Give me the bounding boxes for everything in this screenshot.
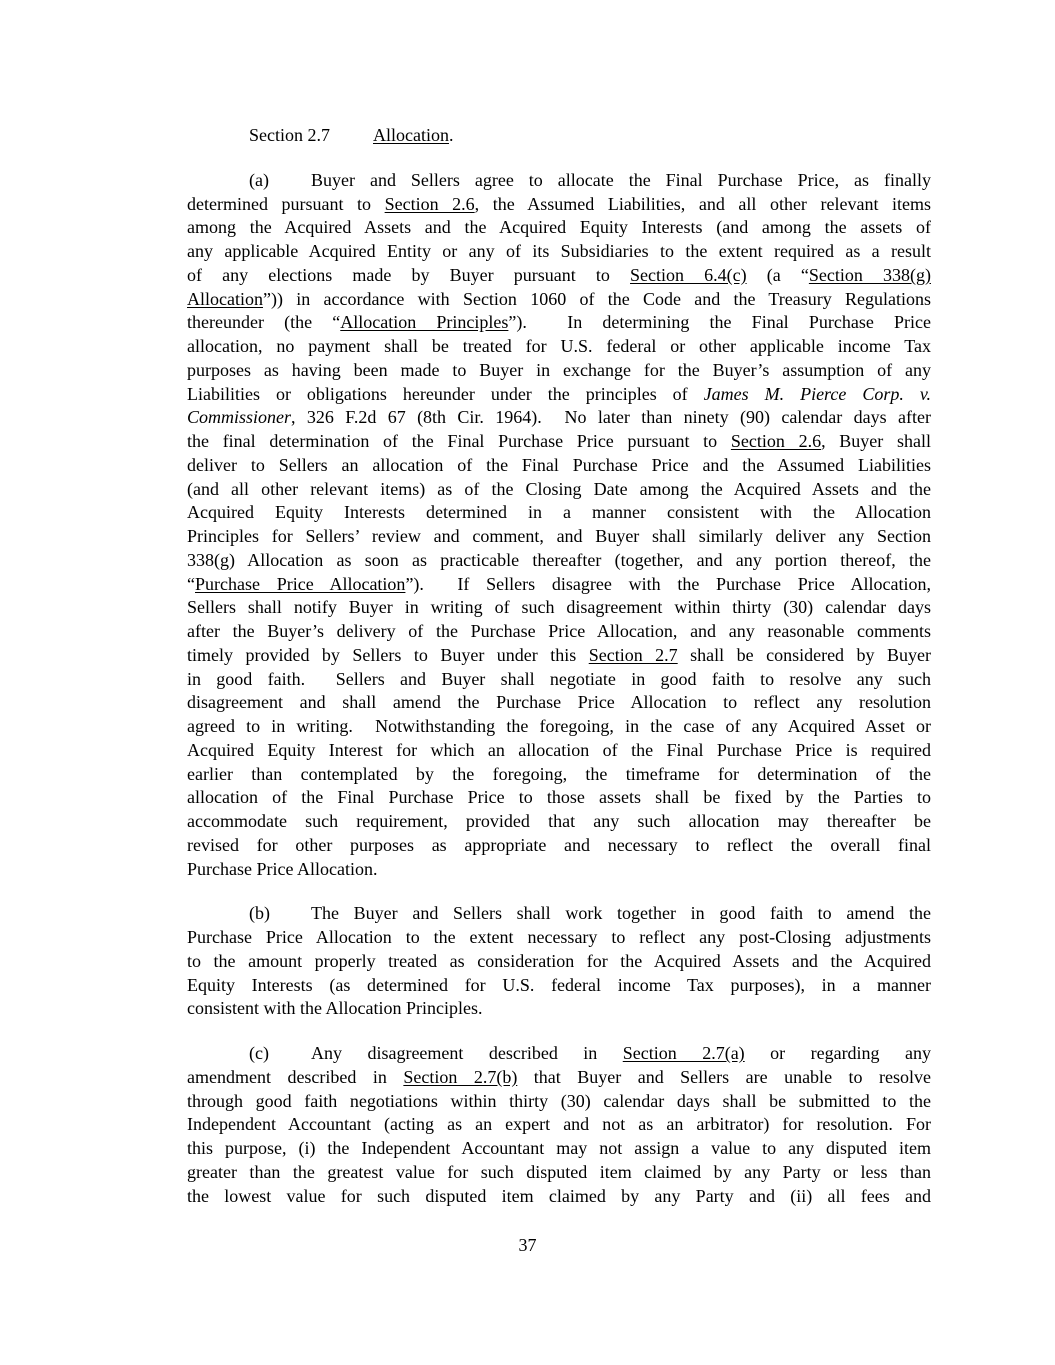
- text-segment: revised for other purposes as appropriate and necessary to reflect the overall final: [187, 834, 931, 855]
- text-line: [187, 288, 931, 312]
- cross-reference: Section 2.7(b): [403, 1066, 518, 1087]
- text-segment: this purpose, (i) the Independent Accountant may not assign a value to any disputed item: [187, 1138, 931, 1158]
- text-line: [187, 1185, 931, 1209]
- text-segment: Buyer and Sellers agree to allocate the Final Purchase Price, as finally: [311, 169, 931, 190]
- text-segment: allocation, no payment shall be treated for U.S. federal or other applicable income Tax: [187, 336, 931, 356]
- text-segment: that Buyer and Sellers are unable to resolve: [517, 1066, 931, 1087]
- text-segment: consistent with the Allocation Principles.: [187, 998, 483, 1019]
- section-body: [187, 169, 931, 1209]
- text-line: [187, 501, 931, 525]
- text-segment: Purchase Price Allocation.: [187, 858, 378, 879]
- text-line: [187, 525, 931, 549]
- text-line: [187, 311, 931, 335]
- cross-reference: Section 2.6: [384, 193, 475, 214]
- text-segment: shall be considered by Buyer: [677, 644, 931, 665]
- text-line: [187, 335, 931, 359]
- section-title-period: .: [448, 125, 454, 145]
- text-line: [187, 997, 931, 1021]
- text-line: [249, 1042, 931, 1066]
- text-line: [187, 668, 931, 692]
- text-segment: “: [187, 573, 195, 594]
- paragraph-label: (c): [249, 1043, 269, 1063]
- text-line: [187, 926, 931, 950]
- text-line: [187, 1090, 931, 1114]
- text-segment: in good faith. Sellers and Buyer shall negotiate in good faith to resolve any such: [187, 668, 931, 689]
- text-line: [187, 644, 931, 668]
- text-line: [187, 240, 931, 264]
- text-segment: of any elections made by Buyer pursuant to: [187, 264, 631, 285]
- text-segment: disagreement and shall amend the Purchase Price Allocation to reflect any resolution: [187, 692, 931, 713]
- cross-reference: Section 2.7(a): [622, 1043, 745, 1063]
- text-line: [187, 383, 931, 407]
- text-line: [187, 1113, 931, 1137]
- text-segment: ”). In determining the Final Purchase Price: [508, 312, 931, 333]
- paragraph-c: [187, 1042, 931, 1208]
- text-segment: Liabilities or obligations hereunder under the principles of: [187, 383, 704, 404]
- text-line: [187, 858, 931, 882]
- section-number: Section 2.7: [249, 125, 330, 145]
- cross-reference: Purchase Price Allocation: [195, 573, 406, 594]
- text-line: [187, 786, 931, 810]
- section-heading: [249, 124, 931, 148]
- text-segment: accommodate such requirement, provided that any such allocation may thereafter be: [187, 811, 931, 831]
- text-segment: allocation of the Final Purchase Price to those assets shall be fixed by the Parties to: [187, 787, 931, 808]
- text-segment: Any disagreement described in: [311, 1043, 623, 1063]
- text-segment: deliver to Sellers an allocation of the Final Purchase Price and the Assumed Liabilities: [187, 454, 931, 475]
- text-segment: Equity Interests (as determined for U.S. federal income Tax purposes), in a manner: [187, 974, 931, 995]
- text-line: [187, 739, 931, 763]
- line-text: [311, 169, 931, 193]
- text-segment: through good faith negotiations within thirty (30) calendar days shall be submitted to the: [187, 1090, 931, 1111]
- text-line: [187, 264, 931, 288]
- text-line: [187, 573, 931, 597]
- text-segment: (and all other relevant items) as of the Closing Date among the Acquired Assets and the: [187, 478, 931, 499]
- text-segment: (a “: [746, 264, 809, 285]
- text-segment: timely provided by Sellers to Buyer under this: [187, 644, 589, 665]
- text-segment: earlier than contemplated by the foregoing, the timeframe for determination of the: [187, 763, 931, 784]
- text-segment: Acquired Equity Interest for which an allocation of the Final Purchase Price is required: [187, 739, 931, 760]
- text-line: [187, 1161, 931, 1185]
- text-line: [187, 216, 931, 240]
- section-title: Allocation: [373, 125, 449, 145]
- text-segment: among the Acquired Assets and the Acquired Equity Interests (and among the assets of: [187, 217, 931, 238]
- text-line: [187, 974, 931, 998]
- cross-reference: Section 2.6: [730, 431, 822, 451]
- text-segment: Acquired Equity Interests determined in a manner consistent with the Allocation: [187, 502, 931, 523]
- text-line: [187, 1137, 931, 1161]
- text-segment: greater than the greatest value for such disputed item claimed by any Party or less than: [187, 1161, 931, 1182]
- italic-text: Commissioner: [187, 407, 292, 428]
- text-line: [187, 834, 931, 858]
- text-segment: Independent Accountant (acting as an expert and not as an arbitrator) for resolution. For: [187, 1114, 931, 1135]
- text-segment: or regarding any: [744, 1043, 932, 1063]
- text-line: [187, 715, 931, 739]
- text-line: [187, 478, 931, 502]
- paragraph-b: [187, 902, 931, 1021]
- text-line: [187, 430, 931, 454]
- line-text: [311, 902, 931, 926]
- text-line: [187, 810, 931, 834]
- document-page: [187, 124, 931, 1208]
- text-line: [187, 620, 931, 644]
- text-segment: determined pursuant to: [187, 193, 385, 214]
- text-line: [187, 950, 931, 974]
- text-line: [187, 406, 931, 430]
- text-segment: thereunder (the “: [187, 312, 341, 333]
- text-segment: any applicable Acquired Entity or any of its Subsidiaries to the extent required as a result: [187, 241, 931, 261]
- cross-reference: Allocation: [187, 288, 263, 309]
- text-segment: agreed to in writing. Notwithstanding the foregoing, in the case of any Acquired Asset or: [187, 716, 931, 736]
- text-segment: to the amount properly treated as consideration for the Acquired Assets and the Acquired: [187, 950, 931, 971]
- paragraph-a: [187, 169, 931, 882]
- text-line: [249, 902, 931, 926]
- text-segment: the final determination of the Final Purchase Price pursuant to: [187, 431, 731, 451]
- cross-reference: Section 6.4(c): [630, 264, 747, 285]
- text-segment: 338(g) Allocation as soon as practicable thereafter (together, and any portion thereof, the: [187, 549, 931, 570]
- line-text: [311, 1042, 931, 1066]
- text-segment: amendment described in: [187, 1066, 404, 1087]
- text-line: [187, 596, 931, 620]
- text-line: [187, 549, 931, 573]
- text-segment: , the Assumed Liabilities, and all other relevant items: [474, 193, 931, 214]
- text-segment: ”). If Sellers disagree with the Purchase Price Allocation,: [405, 573, 931, 594]
- text-segment: , Buyer shall: [821, 431, 931, 451]
- text-line: [187, 359, 931, 383]
- text-line: [249, 169, 931, 193]
- paragraph-label: (a): [249, 169, 269, 190]
- cross-reference: Section 338(g): [808, 264, 931, 285]
- text-segment: the lowest value for such disputed item claimed by any Party and (ii) all fees and: [187, 1185, 931, 1206]
- text-segment: ”)) in accordance with Section 1060 of the Code and the Treasury Regulations: [262, 288, 931, 309]
- text-line: [187, 454, 931, 478]
- page-number: 37: [518, 1235, 537, 1255]
- text-segment: purposes as having been made to Buyer in exchange for the Buyer’s assumption of any: [187, 359, 931, 380]
- text-segment: Principles for Sellers’ review and comment, and Buyer shall similarly deliver any Section: [187, 526, 931, 546]
- text-segment: , 326 F.2d 67 (8th Cir. 1964). No later than ninety (90) calendar days after: [291, 407, 931, 428]
- text-segment: after the Buyer’s delivery of the Purchase Price Allocation, and any reasonable comments: [187, 621, 931, 641]
- italic-text: James M. Pierce Corp. v.: [703, 383, 931, 404]
- cross-reference: Section 2.7: [588, 644, 678, 665]
- text-segment: Sellers shall notify Buyer in writing of such disagreement within thirty (30) calendar days: [187, 597, 931, 618]
- text-line: [187, 763, 931, 787]
- text-line: [187, 691, 931, 715]
- text-line: [187, 1066, 931, 1090]
- cross-reference: Allocation Principles: [340, 312, 509, 333]
- text-line: [187, 193, 931, 217]
- paragraph-label: (b): [249, 903, 270, 924]
- text-segment: The Buyer and Sellers shall work together in good faith to amend the: [311, 903, 931, 924]
- text-segment: Purchase Price Allocation to the extent necessary to reflect any post-Closing adjustments: [187, 927, 931, 947]
